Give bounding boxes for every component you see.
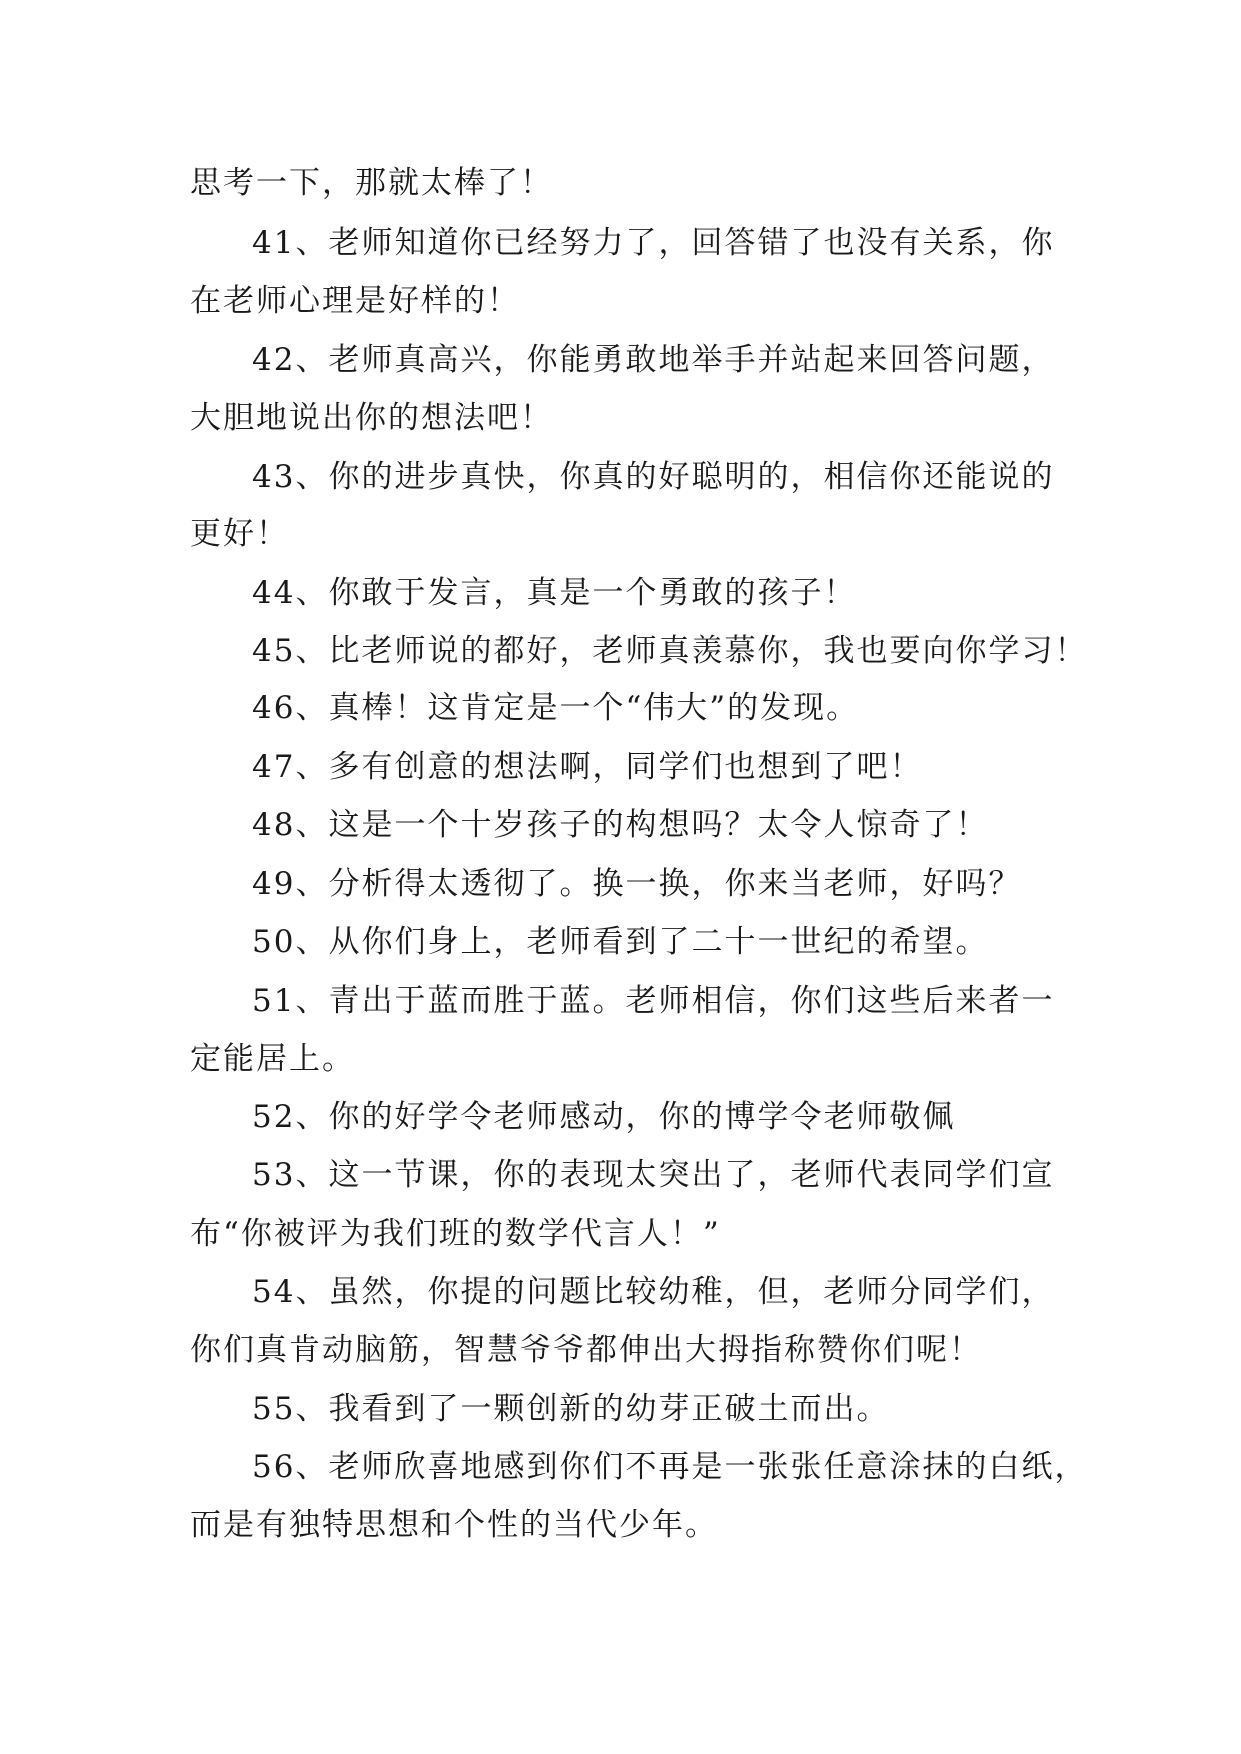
text-line: 51、青出于蓝而胜于蓝。老师相信，你们这些后来者一 [252,983,1055,1019]
text-line: 45、比老师说的都好，老师真羡慕你，我也要向你学习！ [252,633,1088,669]
text-line: 52、你的好学令老师感动，你的博学令老师敬佩 [252,1099,956,1135]
text-line: 56、老师欣喜地感到你们不再是一张张任意涂抹的白纸， [252,1449,1088,1485]
text-line: 55、我看到了一颗创新的幼芽正破土而出。 [252,1391,890,1427]
text-line: 41、老师知道你已经努力了，回答错了也没有关系，你 [252,225,1055,261]
text-line: 定能居上。 [190,1041,355,1077]
text-line: 43、你的进步真快，你真的好聪明的，相信你还能说的 [252,459,1055,495]
text-line: 46、真棒！这肯定是一个“伟大”的发现。 [252,690,860,726]
text-line: 44、你敢于发言，真是一个勇敢的孩子！ [252,575,857,611]
text-line: 思考一下，那就太棒了！ [190,165,553,201]
text-line: 47、多有创意的想法啊，同学们也想到了吧！ [252,749,923,785]
text-line: 大胆地说出你的想法吧！ [190,400,553,436]
text-line: 50、从你们身上，老师看到了二十一世纪的希望。 [252,924,989,960]
text-line: 42、老师真高兴，你能勇敢地举手并站起来回答问题， [252,342,1055,378]
text-line: 在老师心理是好样的！ [190,283,520,319]
text-line: 布“你被评为我们班的数学代言人！” [190,1216,721,1252]
text-line: 而是有独特思想和个性的当代少年。 [190,1507,718,1543]
text-line: 49、分析得太透彻了。换一换，你来当老师，好吗？ [252,866,1022,902]
text-line: 更好！ [190,516,289,552]
text-line: 你们真肯动脑筋，智慧爷爷都伸出大拇指称赞你们呢！ [190,1332,982,1368]
text-line: 54、虽然，你提的问题比较幼稚，但，老师分同学们， [252,1274,1055,1310]
text-line: 53、这一节课，你的表现太突出了，老师代表同学们宣 [252,1157,1055,1193]
text-line: 48、这是一个十岁孩子的构想吗？太令人惊奇了！ [252,807,989,843]
